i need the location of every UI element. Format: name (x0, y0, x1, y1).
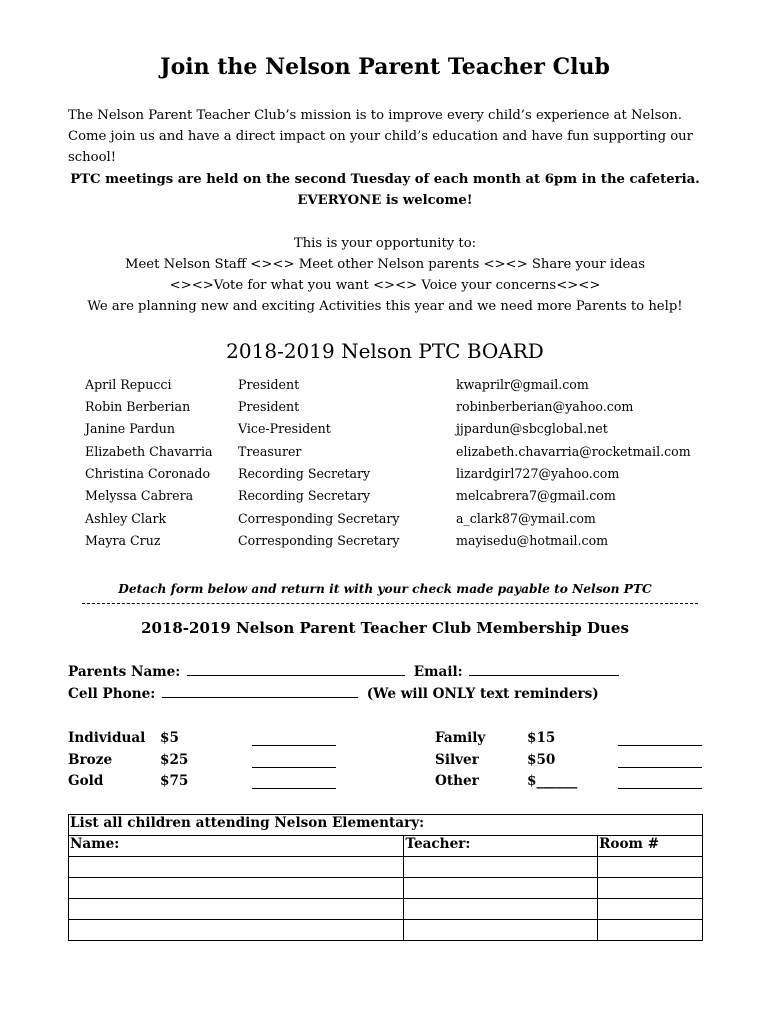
dues-form-title: 2018-2019 Nelson Parent Teacher Club Membership Dues (141, 619, 629, 637)
member-role: Treasurer (238, 444, 302, 459)
member-name: Janine Pardun (85, 421, 175, 436)
level-price: $75 (160, 773, 189, 789)
parents-name-label: Parents Name: (68, 664, 181, 680)
board-title: 2018-2019 Nelson PTC BOARD (226, 339, 544, 363)
children-table-heading: List all children attending Nelson Elementary: (69, 815, 703, 836)
member-email[interactable]: elizabeth.chavarria@rocketmail.com (456, 444, 691, 459)
table-row (69, 920, 703, 941)
parents-name-field[interactable] (187, 663, 405, 676)
room-cell[interactable] (598, 899, 703, 920)
child-name-cell[interactable] (69, 857, 404, 878)
member-name: Melyssa Cabrera (85, 488, 194, 503)
member-email[interactable]: lizardgirl727@yahoo.com (456, 466, 620, 481)
board-member-row (0, 399, 770, 421)
teacher-cell[interactable] (404, 920, 598, 941)
member-role: President (238, 399, 300, 414)
member-role: Recording Secretary (238, 488, 371, 503)
child-name-cell[interactable] (69, 899, 404, 920)
cut-line-divider (82, 603, 698, 604)
cell-phone-label: Cell Phone: (68, 686, 156, 702)
level-name: Broze (68, 752, 113, 768)
cell-phone-note: (We will ONLY text reminders) (366, 686, 599, 702)
table-row (69, 857, 703, 878)
level-name: Other (435, 773, 479, 789)
teacher-cell[interactable] (404, 899, 598, 920)
children-table (68, 814, 703, 941)
member-name: Elizabeth Chavarria (85, 444, 213, 459)
member-role: Recording Secretary (238, 466, 371, 481)
level-name: Family (435, 730, 486, 746)
member-email[interactable]: jjpardun@sbcglobal.net (456, 421, 608, 436)
column-header-name: Name: (69, 836, 404, 857)
level-price: $5 (160, 730, 179, 746)
opportunity-line: This is your opportunity to: (293, 236, 477, 251)
level-amount-field[interactable] (252, 774, 336, 789)
child-name-cell[interactable] (69, 920, 404, 941)
level-amount-field[interactable] (252, 731, 336, 746)
cell-phone-row (68, 685, 599, 702)
table-heading-row (69, 815, 703, 836)
member-role: Vice-President (238, 421, 331, 436)
level-price: $25 (160, 752, 189, 768)
member-email[interactable]: melcabrera7@gmail.com (456, 488, 616, 503)
table-row (69, 878, 703, 899)
table-row (69, 899, 703, 920)
parents-name-row (68, 663, 623, 680)
level-price: $50 (527, 752, 556, 768)
room-cell[interactable] (598, 857, 703, 878)
opportunity-line: We are planning new and exciting Activities this year and we need more Parents to help! (87, 299, 683, 314)
member-name: April Repucci (85, 377, 172, 392)
teacher-cell[interactable] (404, 857, 598, 878)
teacher-cell[interactable] (404, 878, 598, 899)
level-amount-field[interactable] (618, 731, 702, 746)
cell-phone-field[interactable] (162, 685, 358, 698)
board-member-row (0, 377, 770, 399)
meetings-line-1: PTC meetings are held on the second Tuesday of each month at 6pm in the cafeteria. (70, 172, 700, 187)
level-price: $______ (527, 773, 578, 789)
level-name: Gold (68, 773, 104, 789)
meetings-notice (0, 169, 770, 211)
email-label: Email: (413, 664, 463, 680)
mission-paragraph: The Nelson Parent Teacher Club’s mission is to improve every child’s experience at Nelson. Come join us and have a direct impact on your child’s education and have fun supporting our school! (68, 108, 693, 165)
board-member-row (0, 466, 770, 488)
email-field[interactable] (469, 663, 619, 676)
member-email[interactable]: a_clark87@ymail.com (456, 511, 596, 526)
board-member-row (0, 421, 770, 443)
member-role: Corresponding Secretary (238, 533, 400, 548)
level-name: Individual (68, 730, 146, 746)
opportunity-line: <><>Vote for what you want <><> Voice your concerns<><> (169, 278, 601, 293)
member-name: Robin Berberian (85, 399, 191, 414)
opportunity-line: Meet Nelson Staff <><> Meet other Nelson parents <><> Share your ideas (124, 257, 645, 272)
level-amount-field[interactable] (618, 774, 702, 789)
level-amount-field[interactable] (252, 753, 336, 768)
member-name: Christina Coronado (85, 466, 211, 481)
member-role: President (238, 377, 300, 392)
member-email[interactable]: kwaprilr@gmail.com (456, 377, 589, 392)
level-amount-field[interactable] (618, 753, 702, 768)
board-member-row (0, 444, 770, 466)
member-email[interactable]: mayisedu@hotmail.com (456, 533, 609, 548)
column-header-room: Room # (598, 836, 703, 857)
table-header-row (69, 836, 703, 857)
member-name: Mayra Cruz (85, 533, 161, 548)
child-name-cell[interactable] (69, 878, 404, 899)
level-name: Silver (435, 752, 479, 768)
board-member-row (0, 511, 770, 533)
member-name: Ashley Clark (85, 511, 167, 526)
meetings-line-2: EVERYONE is welcome! (297, 193, 473, 208)
member-email[interactable]: robinberberian@yahoo.com (456, 399, 634, 414)
level-price: $15 (527, 730, 556, 746)
board-member-row (0, 488, 770, 510)
detach-note: Detach form below and return it with your check made payable to Nelson PTC (118, 582, 652, 596)
column-header-teacher: Teacher: (404, 836, 598, 857)
page-title: Join the Nelson Parent Teacher Club (160, 54, 610, 80)
board-member-row (0, 533, 770, 555)
opportunities-block (0, 233, 770, 317)
room-cell[interactable] (598, 878, 703, 899)
room-cell[interactable] (598, 920, 703, 941)
member-role: Corresponding Secretary (238, 511, 400, 526)
